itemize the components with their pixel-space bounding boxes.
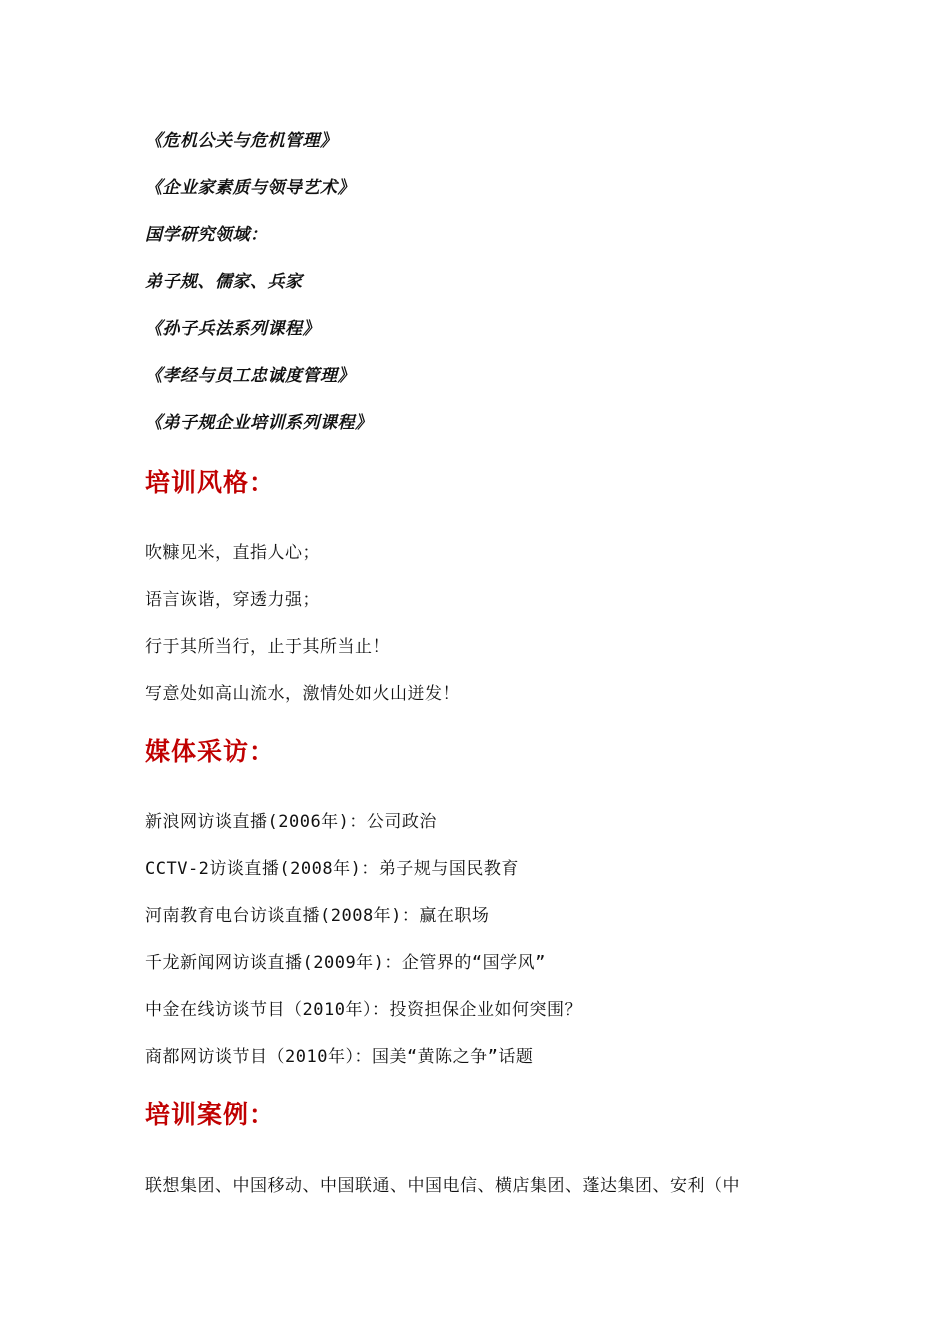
style-heading: 培训风格： [145, 468, 276, 497]
media-line: 千龙新闻网访谈直播(2009年)：企管界的“国学风” [145, 953, 546, 973]
guoxue-subtitle: 弟子规、儒家、兵家 [145, 272, 303, 292]
media-line: 中金在线访谈节目（2010年）：投资担保企业如何突围？ [145, 1000, 582, 1020]
style-line: 写意处如高山流水，激情处如火山迸发！ [145, 684, 460, 704]
cases-heading: 培训案例： [145, 1100, 276, 1129]
guoxue-item-xiaojing: 《孝经与员工忠诚度管理》 [145, 366, 355, 386]
style-line: 语言诙谐，穿透力强； [145, 590, 320, 610]
guoxue-item-dizigui: 《弟子规企业培训系列课程》 [145, 413, 373, 433]
course-entrepreneur-leadership: 《企业家素质与领导艺术》 [145, 178, 355, 198]
media-line: 河南教育电台访谈直播(2008年)：赢在职场 [145, 906, 490, 926]
media-heading: 媒体采访： [145, 737, 276, 766]
guoxue-item-sunzi: 《孙子兵法系列课程》 [145, 319, 320, 339]
style-line: 吹糠见米，直指人心； [145, 543, 320, 563]
media-line: 新浪网访谈直播(2006年)：公司政治 [145, 812, 437, 832]
media-line: CCTV-2访谈直播(2008年)：弟子规与国民教育 [145, 859, 519, 879]
guoxue-title: 国学研究领域： [145, 225, 268, 245]
media-line: 商都网访谈节目（2010年）：国美“黄陈之争”话题 [145, 1047, 534, 1067]
course-crisis-pr: 《危机公关与危机管理》 [145, 131, 338, 151]
style-line: 行于其所当行，止于其所当止！ [145, 637, 390, 657]
cases-line: 联想集团、中国移动、中国联通、中国电信、横店集团、蓬达集团、安利（中 [145, 1176, 740, 1196]
